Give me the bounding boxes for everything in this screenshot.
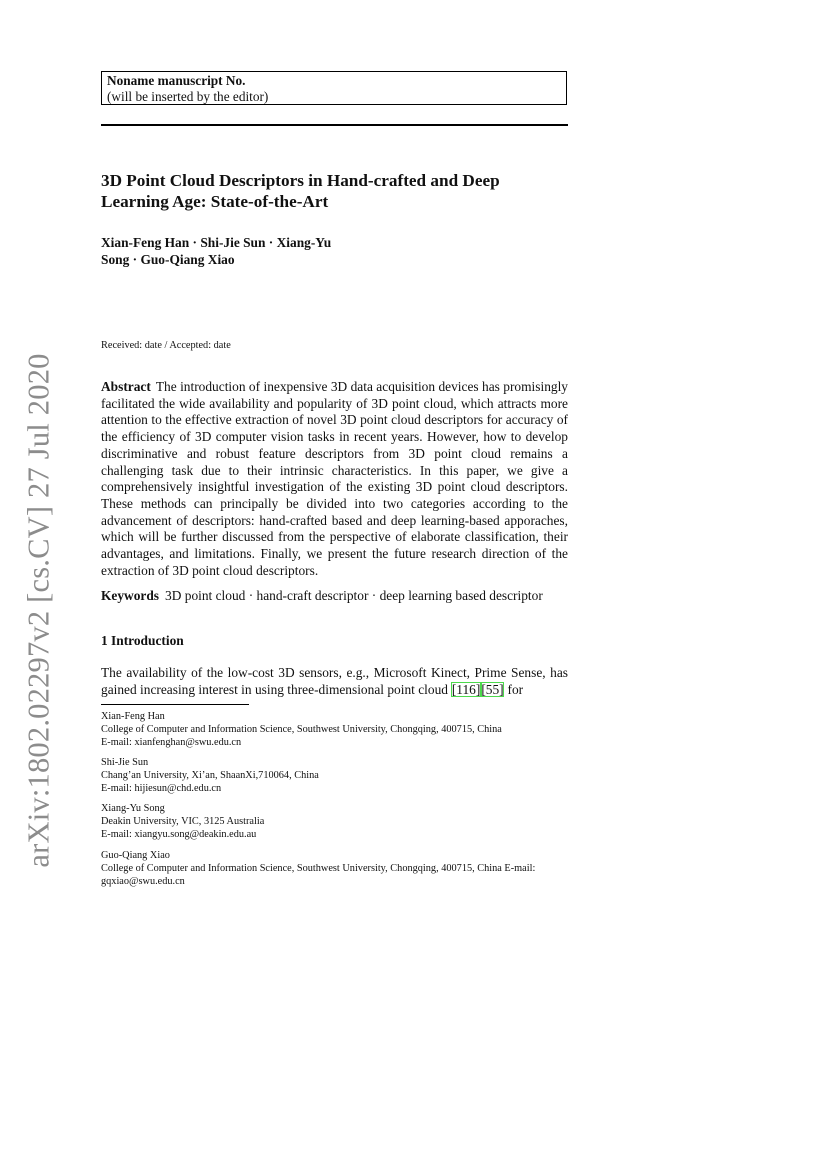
affiliation-block [101,710,571,749]
affiliation-name: Guo-Qiang Xiao [101,850,170,861]
author-list-line-1: Xian-Feng Han · Shi-Jie Sun · Xiang-Yu [101,235,332,250]
paper-title-line-1: 3D Point Cloud Descriptors in Hand-crafted and Deep [101,171,500,190]
keywords-label: Keywords [101,588,160,603]
affiliation-email: E-mail: hijiesun@chd.edu.cn [101,783,222,794]
manuscript-number-box [101,71,567,105]
author-list-line-2: Song · Guo-Qiang Xiao [101,252,235,267]
introduction-text: The availability of the low-cost 3D sensors, e.g., Microsoft Kinect, Prime Sense, has gained increasing interest in using three-dimensional point cloud [101,665,568,697]
author-list [101,234,421,268]
footnote-rule [101,704,249,705]
affiliation-block [101,756,571,795]
abstract-text: The introduction of inexpensive 3D data acquisition devices has promisingly facilitated the wide availability and popularity of 3D point cloud, which attracts more attention to the effective extraction of novel 3D point cloud descriptors for accuracy of the efficiency of 3D computer vision tasks in recent years. However, how to develop discriminative and robust feature descriptors from 3D point cloud remains a challenging task due to their intrinsic characteristics. In this paper, we give a comprehensively insightful investigation of the existing 3D point cloud descriptors. These methods can principally be divided into two categories according to the advancement of descriptors: hand-crafted based and deep learning-based apporaches, which will be further discussed from the perspective of elaborate classification, their advantages, and limitations. Finally, we present the future research direction of the extraction of 3D point cloud descriptors. [101,379,568,578]
affiliation-email: E-mail: xiangyu.song@deakin.edu.au [101,829,257,840]
keywords [101,587,568,604]
abstract-label: Abstract [101,379,151,394]
section-heading-introduction: 1 Introduction [101,633,184,648]
affiliation-name: Xiang-Yu Song [101,803,165,814]
citation-link[interactable]: [55] [481,682,504,697]
arxiv-identifier-stamp [13,352,65,868]
affiliation-organization: College of Computer and Information Science, Southwest University, Chongqing, 400715, China E-mail: gqxiao@swu.edu.cn [101,863,536,887]
affiliation-name: Shi-Jie Sun [101,757,149,768]
affiliation-organization: Deakin University, VIC, 3125 Australia [101,816,265,827]
received-accepted-date: Received: date / Accepted: date [101,340,231,351]
arxiv-identifier-text: arXiv:1802.02297v2 [cs.CV] 27 Jul 2020 [21,352,56,868]
keywords-text: 3D point cloud · hand-craft descriptor · deep learning based descriptor [165,588,543,603]
manuscript-number-note: (will be inserted by the editor) [107,89,269,104]
citation-link[interactable]: [116] [451,682,481,697]
abstract [101,379,568,579]
manuscript-number-label: Noname manuscript No. [107,73,246,88]
affiliation-name: Xian-Feng Han [101,711,165,722]
affiliation-organization: College of Computer and Information Science, Southwest University, Chongqing, 400715, China [101,724,502,735]
introduction-paragraph [101,664,568,698]
affiliation-block [101,849,571,888]
introduction-text-end: for [504,682,524,697]
paper-title-line-2: Learning Age: State-of-the-Art [101,192,329,211]
affiliation-block [101,802,571,841]
header-rule [101,124,568,126]
affiliation-organization: Chang’an University, Xi’an, ShaanXi,710064, China [101,770,319,781]
paper-title [101,170,567,212]
affiliation-email: E-mail: xianfenghan@swu.edu.cn [101,737,242,748]
